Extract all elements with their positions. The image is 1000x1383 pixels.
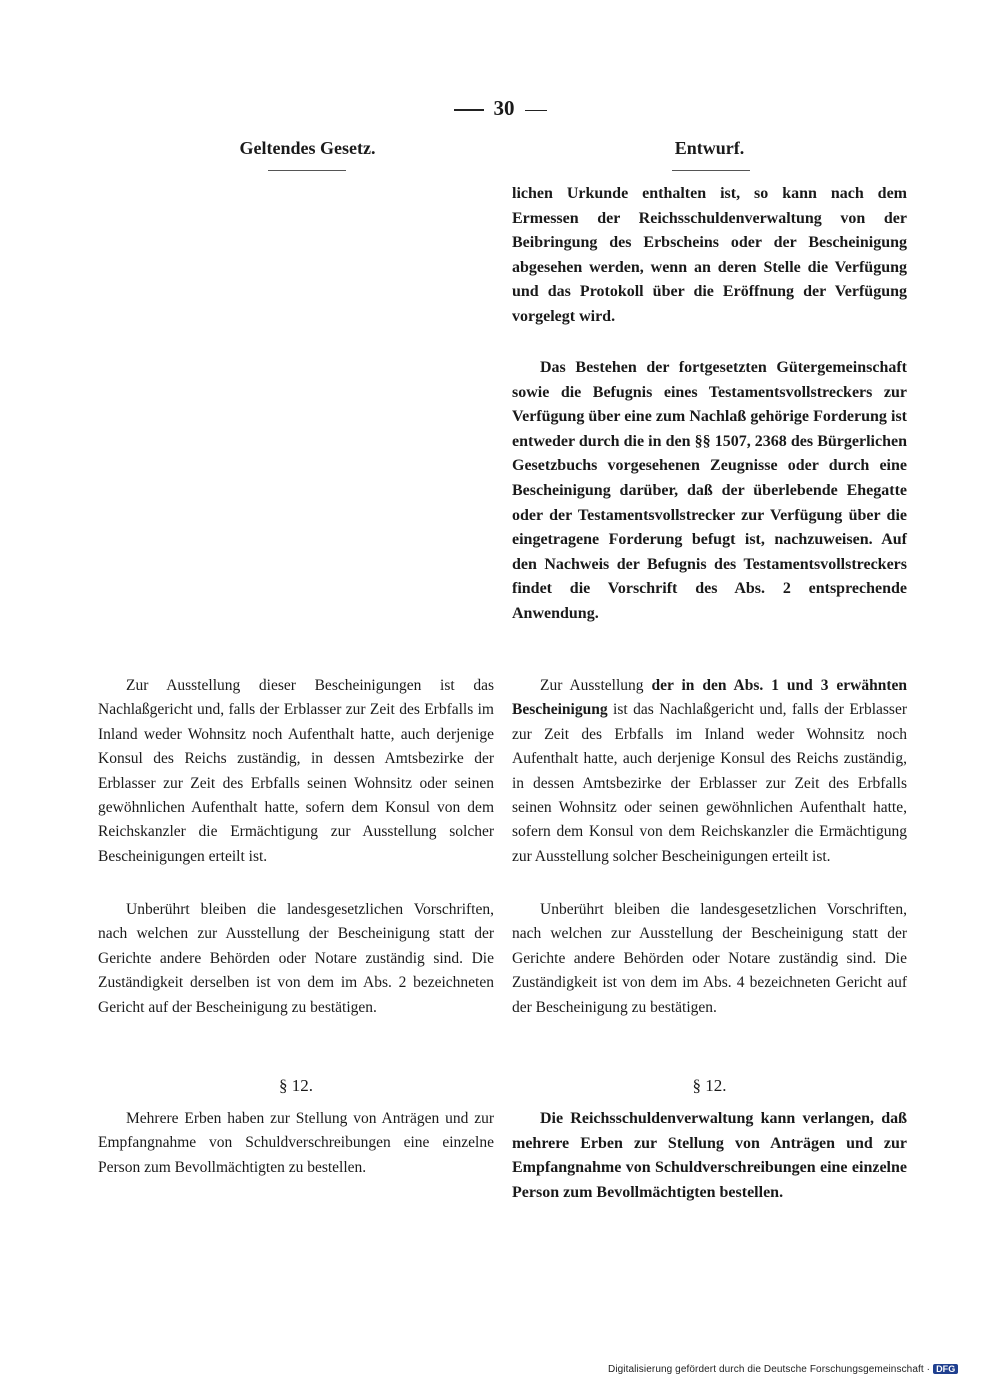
right-paragraph-3-rest: ist das Nachlaßgericht und, falls der Erblasser zur Zeit des Erbfalls im Inland weder Wohnsitz noch Aufenthalt hatte, auch derjenige Konsul des Reichs zuständig, in dessen Amtsbezirke der Erblasser zur Zeit des Erbfalls seinen Wohnsitz oder seinen gewöhnlichen Aufenthalt hatte, sofern dem Konsul von dem Reichskanzler die Ermächtigung zur Ausstellung solcher Bescheinigungen erteilt ist. bbox=[512, 701, 907, 865]
right-paragraph-3-emphasis: der in den Abs. 1 und 3 erwähnten Bescheinigung bbox=[512, 677, 907, 719]
page-number bbox=[0, 96, 1000, 121]
page-number-dash-left bbox=[454, 109, 484, 111]
left-paragraph-2: Unberührt bleiben die landesgesetzlichen Vorschriften, nach welchen zur Ausstellung der Bescheinigung statt der Gerichte andere Behörden oder Notare zuständig sind. Die Zuständigkeit derselben ist von dem im Abs. 2 bezeichneten Gericht auf der Bescheinigung zu bestätigen. bbox=[98, 901, 494, 1016]
right-paragraph-5: Die Reichsschuldenverwaltung kann verlangen, daß mehrere Erben zur Stellung von Anträgen und zur Empfangnahme von Schuldverschreibungen eine einzelne Person zum Bevollmächtigten bestellen. bbox=[512, 1110, 907, 1201]
right-paragraph-2: Das Bestehen der fortgesetzten Gütergemeinschaft sowie die Befugnis eines Testamentsvollstreckers zur Verfügung über eine zum Nachlaß gehörige Forderung ist entweder durch die in den §§ 1507, 2368 des Bürgerlichen Gesetzbuchs vorgesehenen Zeugnisse oder durch eine Bescheinigung darüber, daß der überlebende Ehegatte oder der Testamentsvollstrecker zur Verfügung über die eingetragene Forderung befugt ist, nachzuweisen. Auf den Nachweis der Befugnis des Testamentsvollstreckers findet die Vorschrift des Abs. 2 entsprechende Anwendung. bbox=[512, 359, 907, 622]
page-number-dash-right bbox=[525, 110, 547, 111]
right-heading-rule bbox=[672, 170, 750, 171]
left-paragraph-3: Mehrere Erben haben zur Stellung von Anträgen und zur Empfangnahme von Schuldverschreibungen eine einzelne Person zum Bevollmächtigten zu bestellen. bbox=[98, 1110, 494, 1176]
left-paragraph-1: Zur Ausstellung dieser Bescheinigungen ist das Nachlaßgericht und, falls der Erblasser zur Zeit des Erbfalls im Inland weder Wohnsitz noch Aufenthalt hatte, auch derjenige Konsul des Reichs zuständig, in dessen Amtsbezirke der Erblasser zur Zeit des Erbfalls seinen Wohnsitz oder seinen gewöhnlichen Aufenthalt hatte, sofern dem Konsul von dem Reichskanzler die Ermächtigung zur Ausstellung solcher Bescheinigungen erteilt ist. bbox=[98, 677, 494, 865]
dfg-logo-icon: DFG bbox=[933, 1364, 958, 1374]
page-number-text: 30 bbox=[493, 96, 515, 120]
digitization-credit-text: Digitalisierung gefördert durch die Deutsche Forschungsgemeinschaft · bbox=[608, 1364, 931, 1375]
digitization-credit bbox=[608, 1364, 958, 1375]
right-paragraph-3-lead: Zur Ausstellung bbox=[540, 677, 652, 694]
left-column-heading: Geltendes Gesetz. bbox=[239, 138, 376, 158]
right-column-heading: Entwurf. bbox=[674, 138, 745, 158]
right-section-heading: § 12. bbox=[692, 1076, 727, 1095]
right-paragraph-4: Unberührt bleiben die landesgesetzlichen Vorschriften, nach welchen zur Ausstellung der Bescheinigung statt der Gerichte andere Behörden oder Notare zuständig sind. Die Zuständigkeit ist von dem im Abs. 4 bezeichneten Gericht auf der Bescheinigung zu bestätigen. bbox=[512, 901, 907, 1016]
right-paragraph-3 bbox=[512, 674, 907, 869]
left-heading-rule bbox=[268, 170, 346, 171]
left-section-heading: § 12. bbox=[279, 1076, 313, 1095]
right-paragraph-1: lichen Urkunde enthalten ist, so kann nach dem Ermessen der Reichsschuldenverwaltung von der Beibringung des Erbscheins oder der Bescheinigung abgesehen werden, wenn an deren Stelle die Verfügung und das Protokoll über die Eröffnung der Verfügung vorgelegt wird. bbox=[512, 185, 907, 325]
